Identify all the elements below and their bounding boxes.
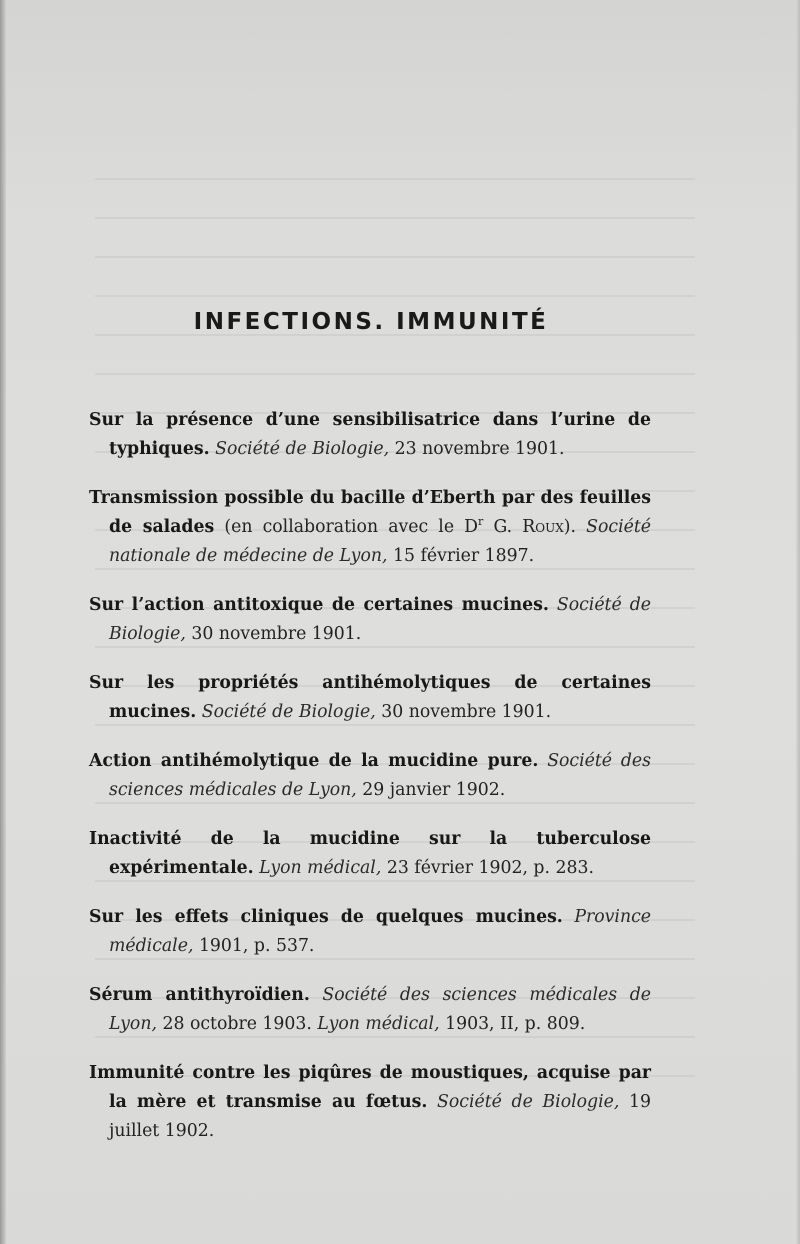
entry-title: Transmission possible du bacille d’Eberth par des feuilles de salades xyxy=(89,488,651,537)
entry-date: 28 octobre 1903. xyxy=(162,1014,312,1034)
entry-source: Lyon médical, xyxy=(259,858,382,878)
entry-date: 23 février 1902, p. 283. xyxy=(386,858,594,878)
collab-prefix: (en collaboration avec le D xyxy=(224,517,479,537)
page-left-edge xyxy=(0,0,6,1244)
entry-date-secondary: 1903, II, p. 809. xyxy=(445,1014,586,1034)
entry-date: 29 janvier 1902. xyxy=(362,780,506,800)
entry-title: Sur les propriétés antihémolytiques de certaines mucines. xyxy=(89,673,651,722)
entry-date: 30 novembre 1901. xyxy=(381,702,552,722)
entry-source: Société nationale de médecine de Lyon, xyxy=(109,517,652,566)
bibliography-entry xyxy=(89,484,651,571)
entry-source: Société des sciences médicales de Lyon, xyxy=(109,751,651,800)
entry-date: 15 février 1897. xyxy=(392,546,535,566)
entry-title: Inactivité de la mucidine sur la tuberculose expérimentale. xyxy=(89,829,651,878)
entry-title: Sur l’action antitoxique de certaines mucines. xyxy=(89,595,549,615)
entry-title: Action antihémolytique de la mucidine pure. xyxy=(89,751,539,771)
entry-title: Sérum antithyroïdien. xyxy=(89,985,310,1005)
entry-source: Société des sciences médicales de Lyon, xyxy=(109,985,652,1034)
bibliography-entry xyxy=(89,825,651,883)
entry-date: 1901, p. 537. xyxy=(198,936,315,956)
entry-date: 23 novembre 1901. xyxy=(394,439,565,459)
collab-superscript: r xyxy=(478,515,484,529)
entry-date: 19 juillet 1902. xyxy=(109,1092,652,1141)
bibliography-list xyxy=(89,406,651,1166)
collab-suffix: ). xyxy=(563,517,577,537)
entry-source: Province médicale, xyxy=(109,907,651,956)
section-title: INFECTIONS. IMMUNITÉ xyxy=(193,309,549,335)
entry-source: Société de Biologie, xyxy=(437,1092,620,1112)
bibliography-entry xyxy=(89,591,651,649)
bibliography-entry xyxy=(89,669,651,727)
bibliography-entry xyxy=(89,981,651,1039)
entry-source: Société de Biologie, xyxy=(109,595,651,644)
entry-source: Société de Biologie, xyxy=(215,439,390,459)
bibliography-entry xyxy=(89,1059,651,1146)
entry-title: Sur les effets cliniques de quelques mucines. xyxy=(89,907,563,927)
bibliography-entry xyxy=(89,406,651,464)
bibliography-entry xyxy=(89,903,651,961)
entry-date: 30 novembre 1901. xyxy=(191,624,362,644)
entry-source-secondary: Lyon médical, xyxy=(317,1014,440,1034)
entry-collaboration xyxy=(224,517,576,537)
bibliography-entry xyxy=(89,747,651,805)
collab-name: G. Roux xyxy=(493,517,564,537)
entry-title: Immunité contre les piqûres de moustiques, acquise par la mère et transmise au fœtus. xyxy=(89,1063,651,1112)
entry-source: Société de Biologie, xyxy=(201,702,376,722)
entry-title: Sur la présence d’une sensibilisatrice dans l’urine de typhiques. xyxy=(89,410,651,459)
page-right-edge xyxy=(796,0,800,1244)
